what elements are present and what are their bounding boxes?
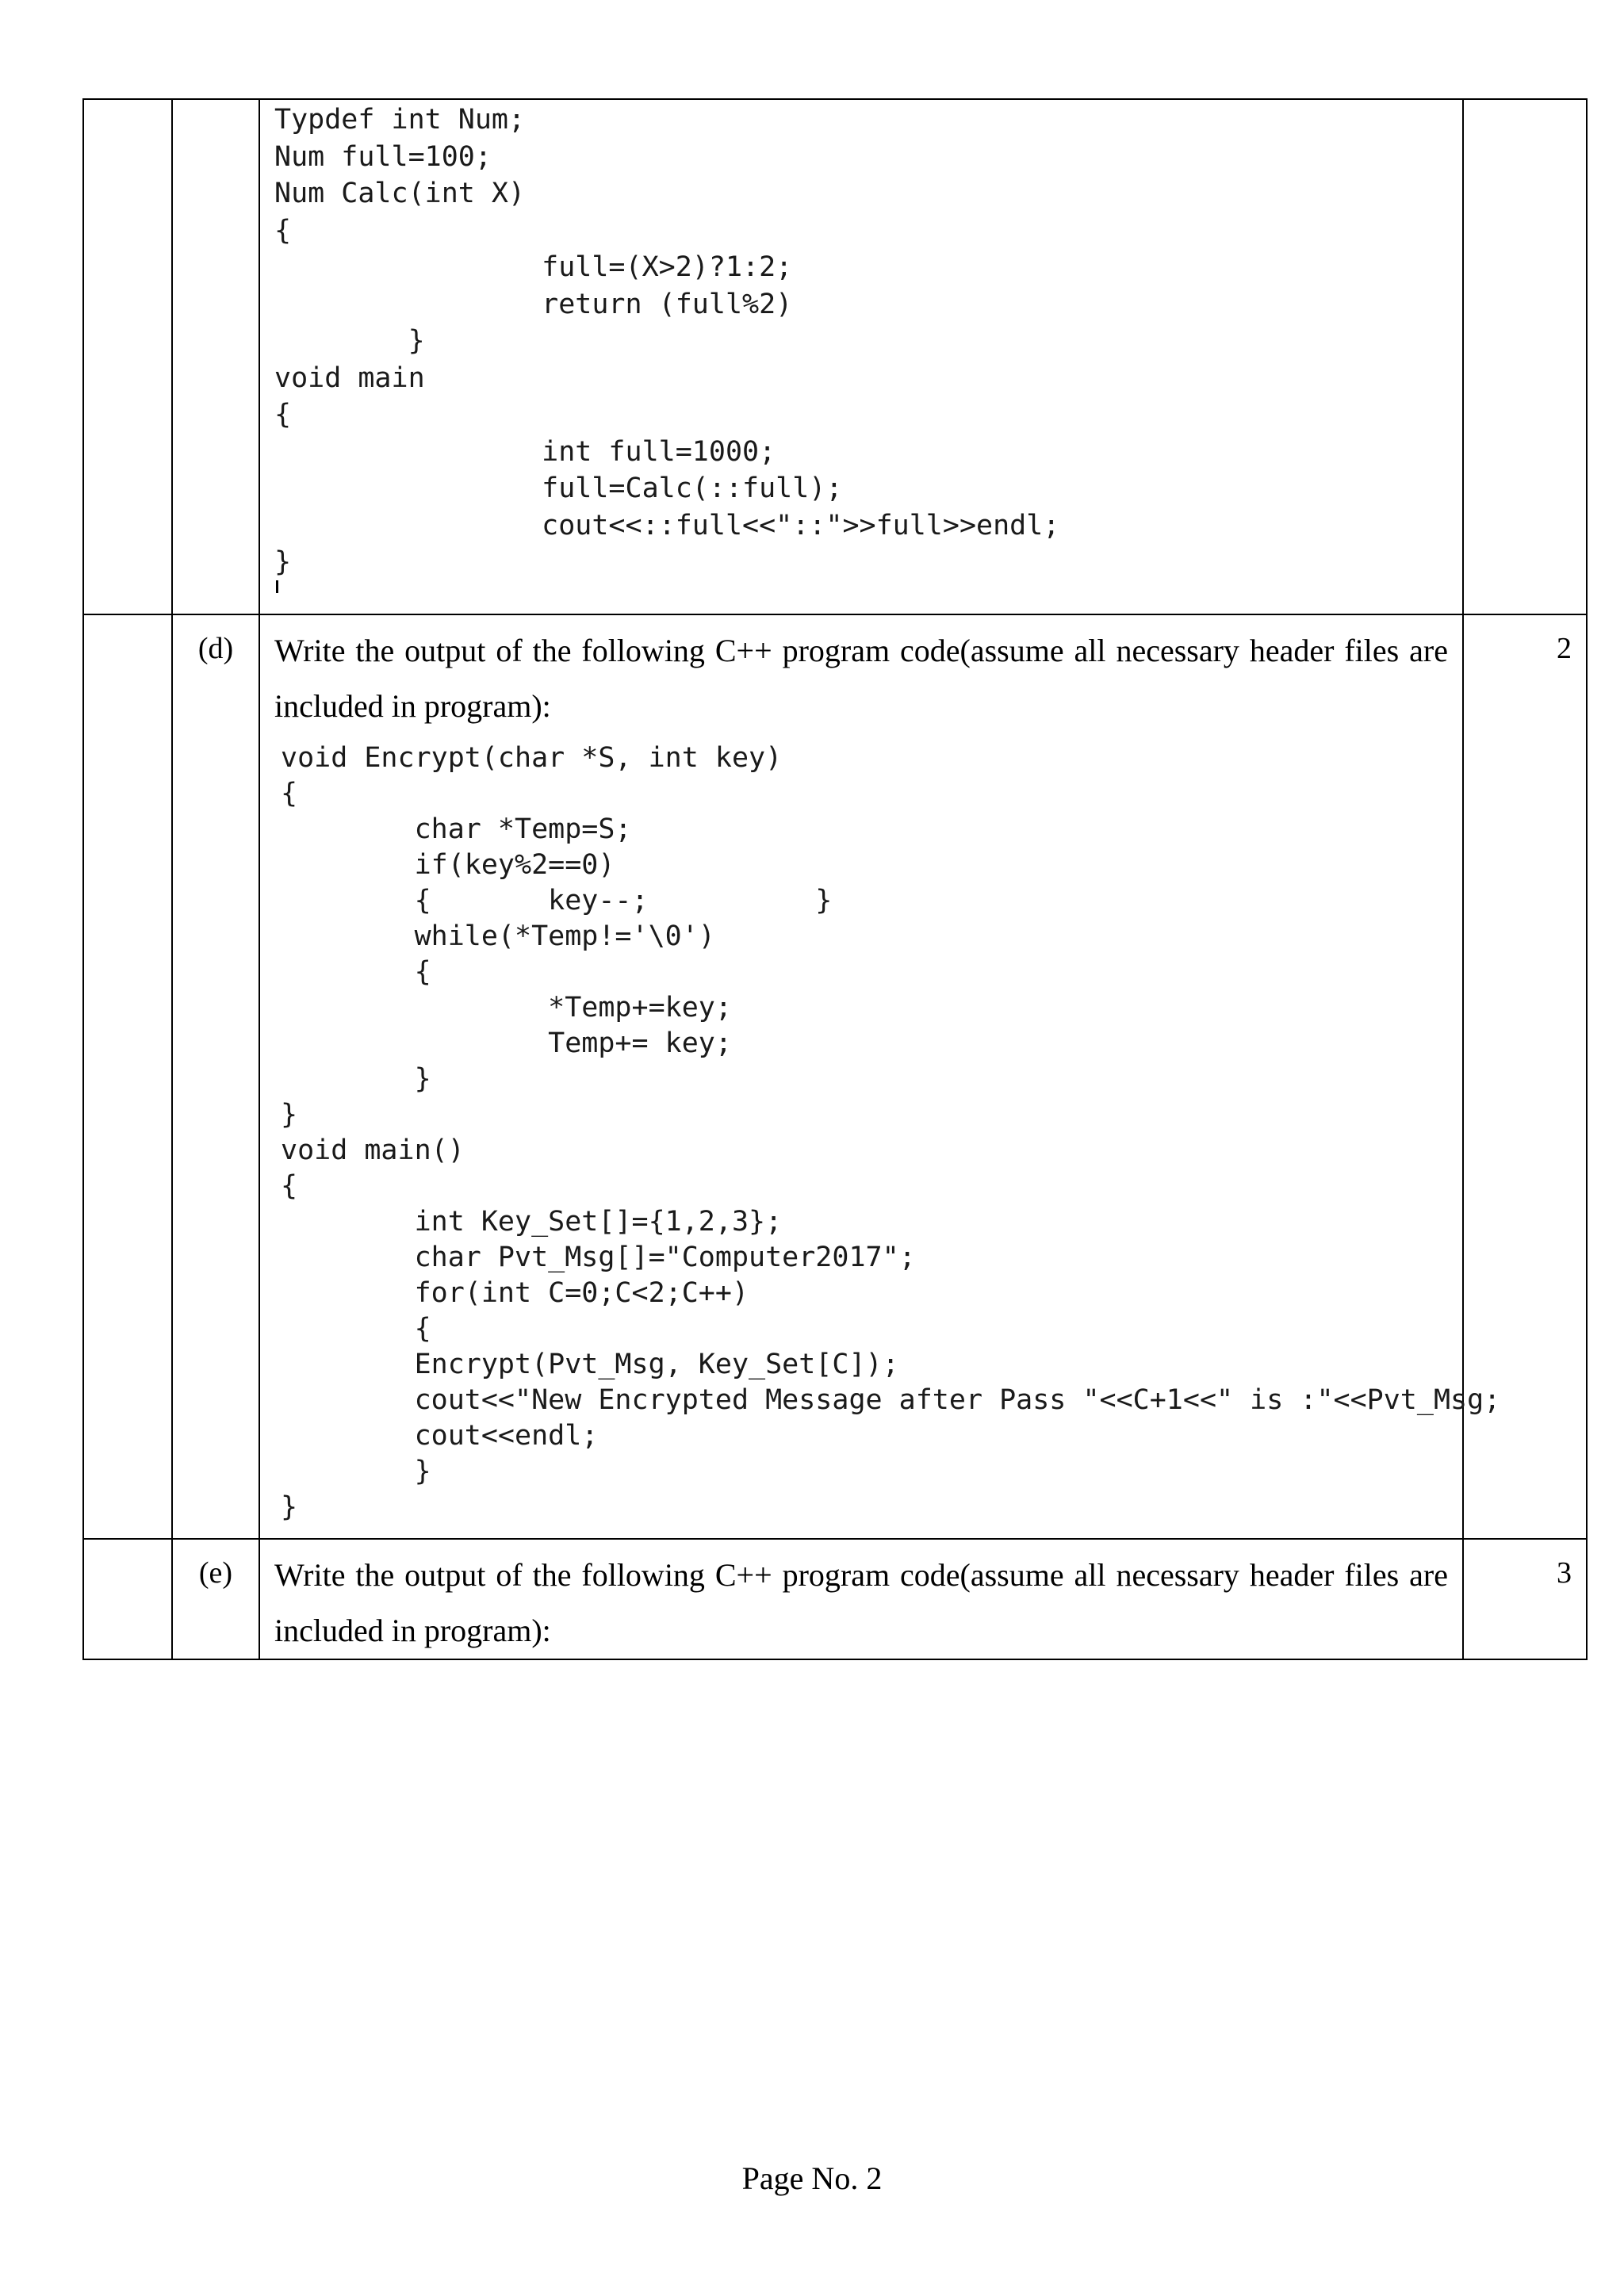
section-cell	[83, 1539, 172, 1659]
marks-cell	[1463, 99, 1587, 614]
marks-d: 2	[1463, 614, 1587, 1539]
question-text-e: Write the output of the following C++ program code(assume all necessary header files are included in program):	[274, 1557, 1448, 1648]
content-cell	[259, 99, 1463, 614]
question-row-c	[83, 99, 1587, 614]
marks-e: 3	[1463, 1539, 1587, 1659]
section-cell	[83, 99, 172, 614]
text-cursor-mark	[276, 580, 278, 593]
code-block-d: void Encrypt(char *S, int key) { char *Temp=S; if(key%2==0) { key--; } while(*Temp!='\0') { *Temp+=key; Temp+= key; } } void main() { int Key_Set[]={1,2,3}; char Pvt_Msg[]="Computer2017"; for(int C=0;C<2;C++) { Encrypt(Pvt_Msg, Key_Set[C]); cout<<"New Encrypted Message after Pass "<<C+1<<" is :"<<Pvt_Msg; cout<<endl; } }	[281, 742, 1501, 1523]
question-row-e	[83, 1539, 1587, 1659]
section-cell	[83, 614, 172, 1539]
question-text-d: Write the output of the following C++ program code(assume all necessary header files are included in program):	[274, 633, 1448, 724]
page-number: Page No. 2	[741, 2160, 883, 2196]
code-block-c: Typdef int Num; Num full=100; Num Calc(int X) { full=(X>2)?1:2; return (full%2) } void main { int full=1000; full=Calc(::full); cout<<::full<<"::">>full>>endl; }	[274, 104, 1060, 578]
question-table	[82, 98, 1588, 1660]
question-label-d: (d)	[172, 614, 259, 1539]
question-row-d	[83, 614, 1587, 1539]
content-cell	[259, 614, 1501, 1539]
question-label-e: (e)	[172, 1539, 259, 1659]
label-cell	[172, 99, 259, 614]
content-cell	[259, 1539, 1463, 1659]
